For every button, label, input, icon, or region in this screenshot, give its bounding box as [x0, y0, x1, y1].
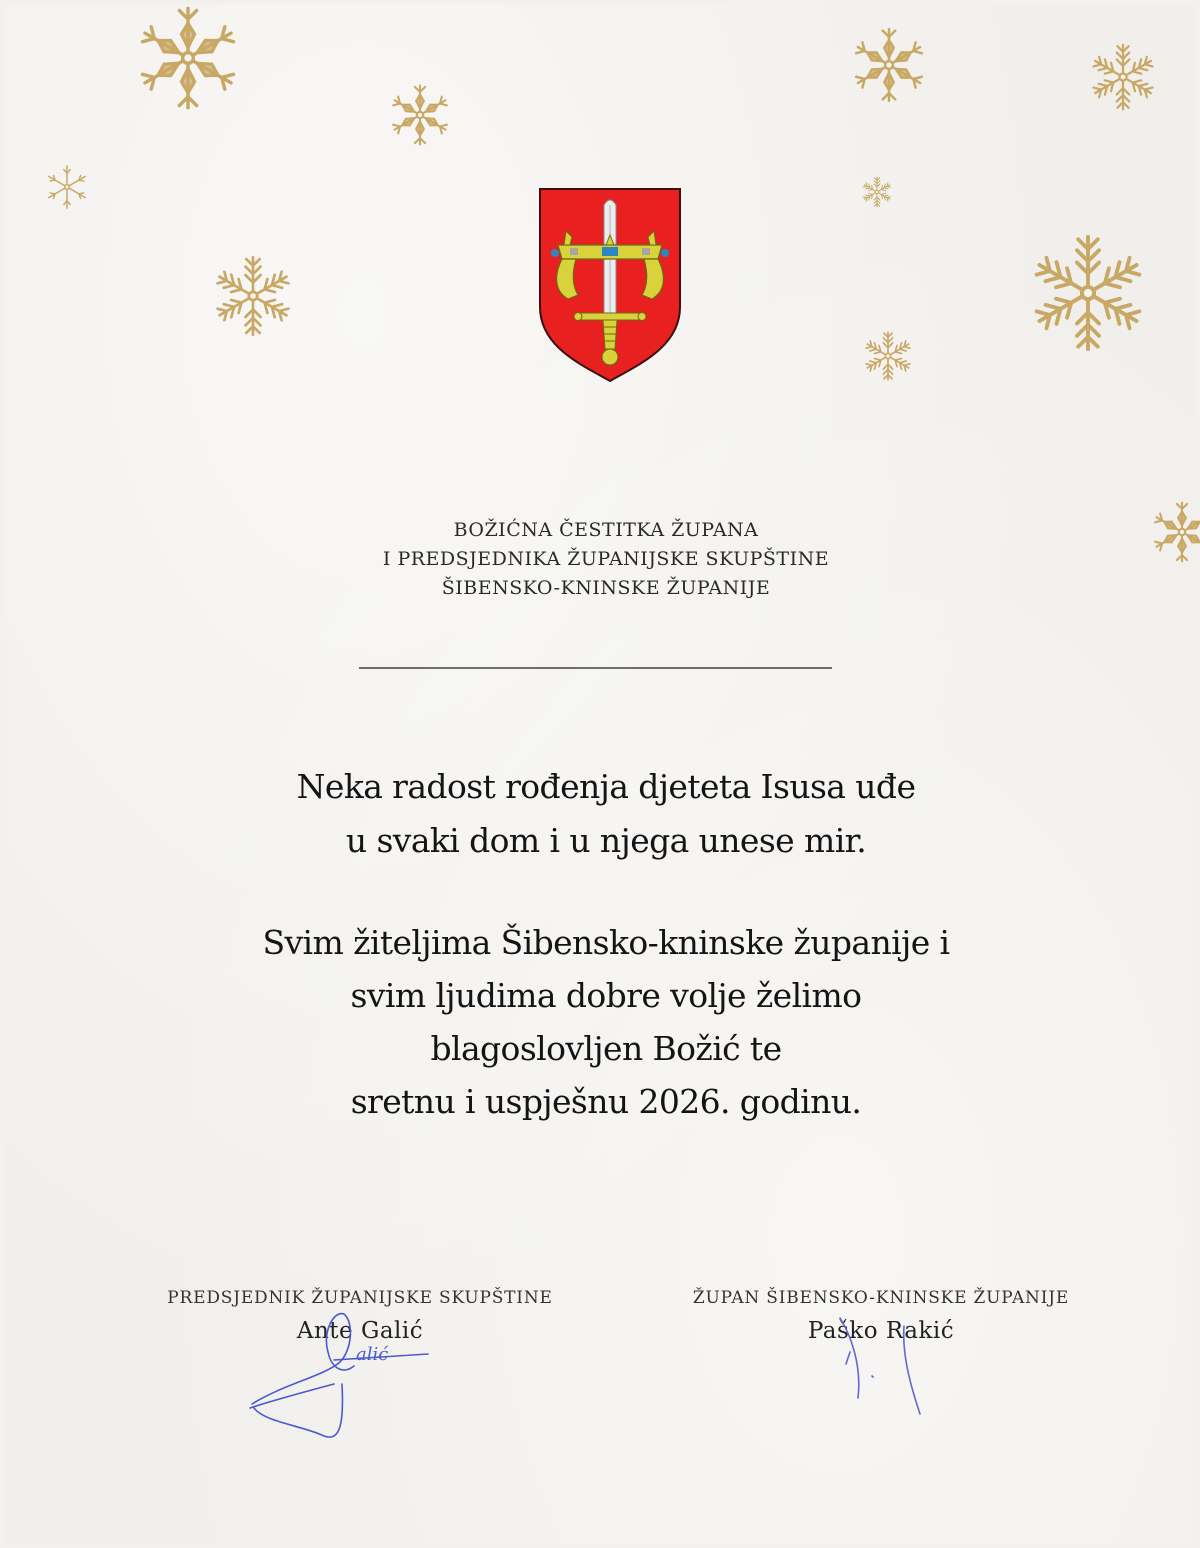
- svg-text:alić: alić: [356, 1344, 389, 1365]
- greeting-line: sretnu i uspješnu 2026. godinu.: [350, 1082, 862, 1121]
- signatory-name-right: Paško Rakić: [807, 1318, 955, 1344]
- snowflake-icon: [44, 164, 90, 210]
- heading-line: I PREDSJEDNIKA ŽUPANIJSKE SKUPŠTINE: [382, 548, 830, 570]
- signatory-title-left: PREDSJEDNIK ŽUPANIJSKE SKUPŠTINE: [167, 1288, 553, 1308]
- greeting-line: u svaki dom i u njega unese mir.: [345, 821, 867, 860]
- greeting-paragraph-2: [6, 916, 1200, 1128]
- handwritten-signature-left-icon: [244, 1304, 444, 1444]
- snowflake-icon: [1027, 232, 1149, 354]
- signatory-title-right: ŽUPAN ŠIBENSKO-KNINSKE ŽUPANIJE: [692, 1288, 1070, 1308]
- heading-line: BOŽIĆNA ČESTITKA ŽUPANA: [453, 519, 759, 541]
- greeting-line: Svim žiteljima Šibensko-kninske županije i: [262, 923, 950, 962]
- greeting-line: svim ljudima dobre volje želimo: [350, 976, 862, 1015]
- signatory-name-left: Ante Galić: [296, 1318, 424, 1344]
- greeting-card: [6, 4, 1194, 1544]
- snowflake-icon: [1088, 42, 1158, 112]
- card-heading: [6, 516, 1200, 603]
- snowflake-icon: [134, 4, 242, 112]
- snowflake-icon: [850, 26, 928, 104]
- heading-line: ŠIBENSKO-KNINSKE ŽUPANIJE: [441, 577, 771, 599]
- snowflake-icon: [211, 254, 295, 338]
- greeting-line: Neka radost rođenja djeteta Isusa uđe: [296, 767, 916, 806]
- snowflake-icon: [388, 83, 452, 147]
- greeting-line: blagoslovljen Božić te: [430, 1029, 782, 1068]
- greeting-paragraph-1: [6, 760, 1200, 868]
- snowflake-icon: [861, 176, 893, 208]
- snowflake-icon: [862, 330, 914, 382]
- divider: [359, 667, 832, 669]
- handwritten-signature-right-icon: [816, 1314, 936, 1424]
- coat-of-arms-icon: [538, 187, 682, 383]
